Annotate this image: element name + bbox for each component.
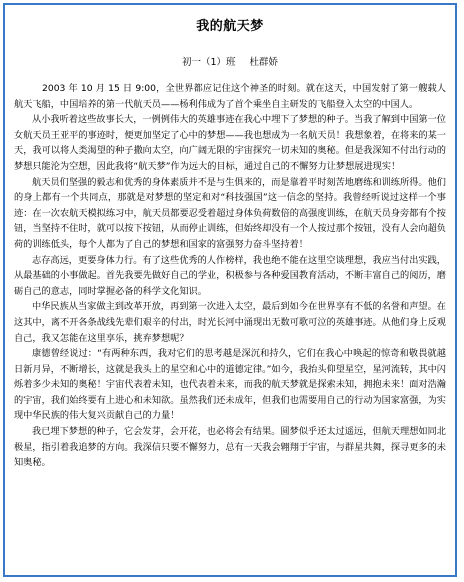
paragraph: 航天员们坚强的毅志和优秀的身体素质并不是与生俱来的，而是靠着平时刻苦地磨练和训练所得。他们的身上都有一个共同点，那就是对梦想的坚定和对“科技强国”这一信念的坚持。我曾经听说过这样一个事迹：在一次农航天模拟练习中，航天员都要忍受着超过身体负荷数倍的高强度训练，在航天员身旁都有个按钮，当坚持不住时，就可以按下按钮，从而停止训练，但始终却没有一个人按过那个按钮，没有人会向超负荷的训练低头，每个人都为了自己的梦想和国家的富强努力奋斗坚持着！ [14, 176, 446, 250]
document-title: 我的航天梦 [196, 19, 264, 34]
paragraph: 康德曾经说过：“有两种东西，我对它们的思考越是深沉和持久，它们在我心中唤起的惊奇和敬畏就越日新月异，不断增长，这就是我头上的星空和心中的道德定律。”如今，我抬头仰望星空，星河流转，其中闪烁着多少未知的奥秘！宇宙代表着未知，也代表着未来，而我的航天梦就是探索未知，拥抱未来！面对浩瀚的宇宙，我们始终要有上进心和未知欲。虽然我们还未成年，但我们也需要用自己的行动为国家富强，为实现中华民族的伟大复兴贡献自己的力量！ [14, 348, 446, 422]
paragraph: 中华民族从当家做主到改革开放，再到第一次进入太空，最后到如今在世界享有不低的名誉和声望。在这其中，离不开各条战线先辈们艰辛的付出，时光长河中涌现出无数可歌可泣的英雄事迹。从他们身上反观自己，我又怎能在这里享乐，挑弃梦想呢？ [14, 301, 446, 344]
class-name: 初一（1）班 [181, 57, 236, 68]
document-body [14, 81, 446, 471]
document-frame [3, 3, 457, 577]
paragraph: 志存高远，更要身体力行。有了这些优秀的人作榜样，我也绝不能在这里空谈理想，我应当付出实践，从最基础的小事做起。首先我要先做好自己的学业，积极参与各种爱国教育活动，不断丰富自己的阅历，磨砺自己的意志，同时掌握必备的科学文化知识。 [14, 254, 446, 297]
author-byline [5, 57, 455, 69]
paragraph: 我已埋下梦想的种子，它会发芽，会开花，也必将会有结果。圆梦似乎还太过遥远，但航天理想如同北极星，指引着我追梦的方向。我深信只要不懈努力，总有一天我会翱翔于宇宙，与群星共舞，探寻更多的未知奥秘。 [14, 426, 446, 469]
paragraph: 从小我听着这些故事长大，一例例伟大的英雄事迹在我心中埋下了梦想的种子。当我了解到中国第一位女航天员王亚平的事迹时，便更加坚定了心中的梦想——我也想成为一名航天员！我想象着，在将来的某一天，我可以将人类渴望的种子撒向太空，向广阔无限的宇宙探究一切未知的奥秘。但是我深知不付出行动的梦想只能沦为空想，因此我将“航天梦”作为远大的目标，通过自己的不懈努力让梦想展进现实！ [14, 114, 446, 172]
author-name: 杜群娇 [249, 57, 279, 68]
paragraph: 2003 年 10 月 15 日 9:00，全世界都应记住这个神圣的时刻。就在这天，中国发射了第一艘载人航天飞船，中国培养的第一代航天员——杨利伟成为了首个乘坐自主研发的飞船登入太空的中国人。 [14, 83, 446, 110]
